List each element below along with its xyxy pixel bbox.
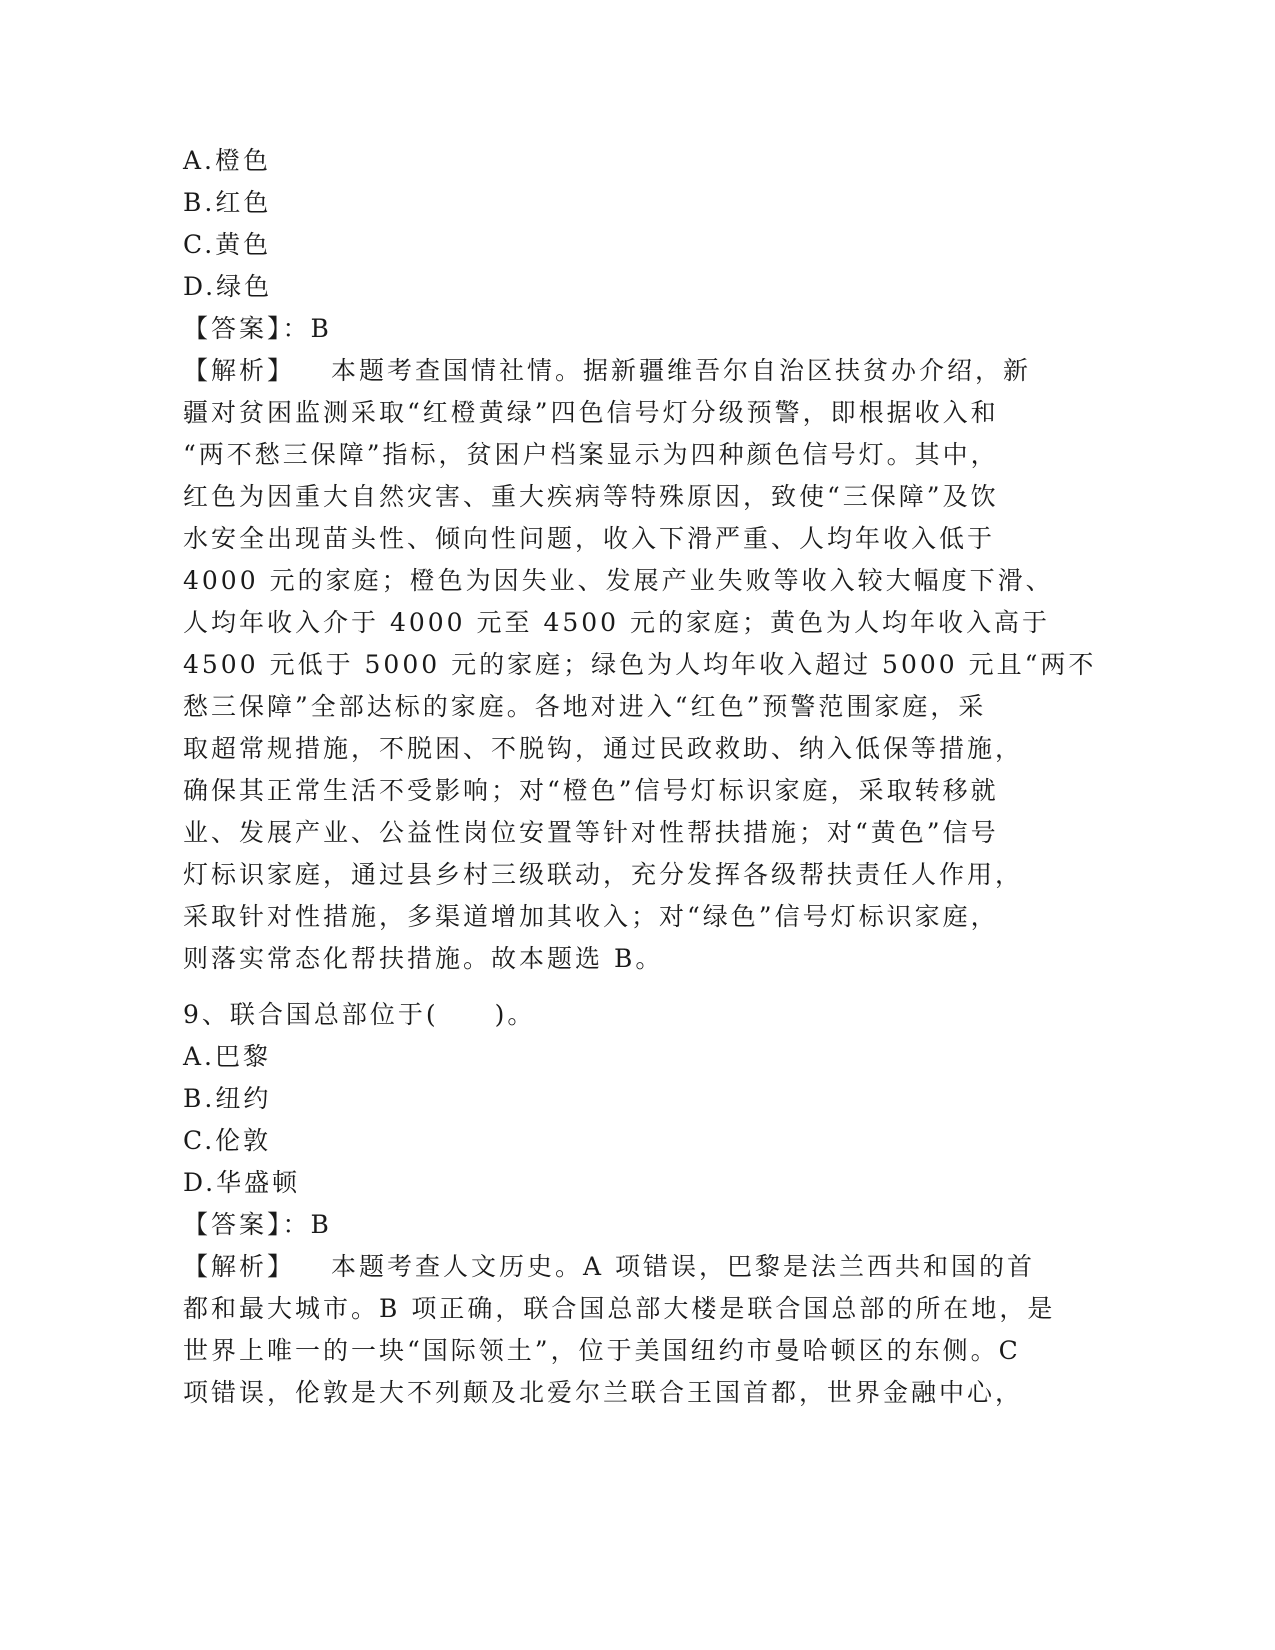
q9-options <box>183 1036 1063 1204</box>
q8-analysis-line-1 <box>183 350 1063 392</box>
q9-analysis-line-4: 项错误，伦敦是大不列颠及北爱尔兰联合王国首都，世界金融中心， <box>183 1378 1024 1407</box>
q8-analysis-line-14: 采取针对性措施，多渠道增加其收入；对“绿色”信号灯标识家庭， <box>183 902 999 931</box>
q9-analysis-line-3: 世界上唯一的一块“国际领土”，位于美国纽约市曼哈顿区的东侧。C <box>183 1336 1021 1365</box>
question-separator <box>183 980 1063 994</box>
q9-analysis-text-1: 本题考查人文历史。A 项错误，巴黎是法兰西共和国的首 <box>331 1252 1036 1281</box>
q9-analysis-line-1 <box>183 1246 1063 1288</box>
q8-analysis-line-2: 疆对贫困监测采取“红橙黄绿”四色信号灯分级预警，即根据收入和 <box>183 398 999 427</box>
q9-answer: 【答案】：B <box>183 1210 332 1239</box>
q8-analysis-text-1: 本题考查国情社情。据新疆维吾尔自治区扶贫办介绍，新 <box>331 356 1032 385</box>
q9-option-a: A.巴黎 <box>183 1042 272 1071</box>
q8-analysis-line-13: 灯标识家庭，通过县乡村三级联动，充分发挥各级帮扶责任人作用， <box>183 860 1024 889</box>
q8-analysis-line-8: 4500 元低于 5000 元的家庭；绿色为人均年收入超过 5000 元且“两不 <box>183 650 1097 679</box>
q8-analysis-line-12: 业、发展产业、公益性岗位安置等针对性帮扶措施；对“黄色”信号 <box>183 818 999 847</box>
q8-option-b: B.红色 <box>183 188 272 217</box>
q9-option-d: D.华盛顿 <box>183 1168 301 1197</box>
q9-option-c: C.伦敦 <box>183 1126 272 1155</box>
q9-option-b: B.纽约 <box>183 1084 272 1113</box>
q8-analysis-line-6: 4000 元的家庭；橙色为因失业、发展产业失败等收入较大幅度下滑、 <box>183 566 1054 595</box>
q9-analysis <box>183 1246 1063 1414</box>
q8-analysis-line-4: 红色为因重大自然灾害、重大疾病等特殊原因，致使“三保障”及饮 <box>183 482 999 511</box>
q8-analysis-line-7: 人均年收入介于 4000 元至 4500 元的家庭；黄色为人均年收入高于 <box>183 608 1051 637</box>
question-content <box>183 140 1097 1414</box>
q9-analysis-line-2: 都和最大城市。B 项正确，联合国总部大楼是联合国总部的所在地，是 <box>183 1294 1056 1323</box>
q8-options <box>183 140 1063 308</box>
q8-analysis-line-5: 水安全出现苗头性、倾向性问题，收入下滑严重、人均年收入低于 <box>183 524 996 553</box>
q8-analysis-line-11: 确保其正常生活不受影响；对“橙色”信号灯标识家庭，采取转移就 <box>183 776 999 805</box>
q8-analysis-line-3: “两不愁三保障”指标，贫困户档案显示为四种颜色信号灯。其中， <box>183 440 999 469</box>
q8-answer: 【答案】：B <box>183 314 332 343</box>
q9-question: 9、联合国总部位于( )。 <box>183 1000 536 1029</box>
q8-option-a: A.橙色 <box>183 146 272 175</box>
q8-option-d: D.绿色 <box>183 272 273 301</box>
q8-analysis-line-10: 取超常规措施，不脱困、不脱钩，通过民政救助、纳入低保等措施， <box>183 734 1024 763</box>
q8-analysis-line-9: 愁三保障”全部达标的家庭。各地对进入“红色”预警范围家庭，采 <box>183 692 987 721</box>
q8-analysis <box>183 350 1097 980</box>
q8-analysis-label: 【解析】 <box>183 356 296 385</box>
q9-analysis-label: 【解析】 <box>183 1252 296 1281</box>
q8-analysis-line-15: 则落实常态化帮扶措施。故本题选 B。 <box>183 944 664 973</box>
q8-option-c: C.黄色 <box>183 230 272 259</box>
